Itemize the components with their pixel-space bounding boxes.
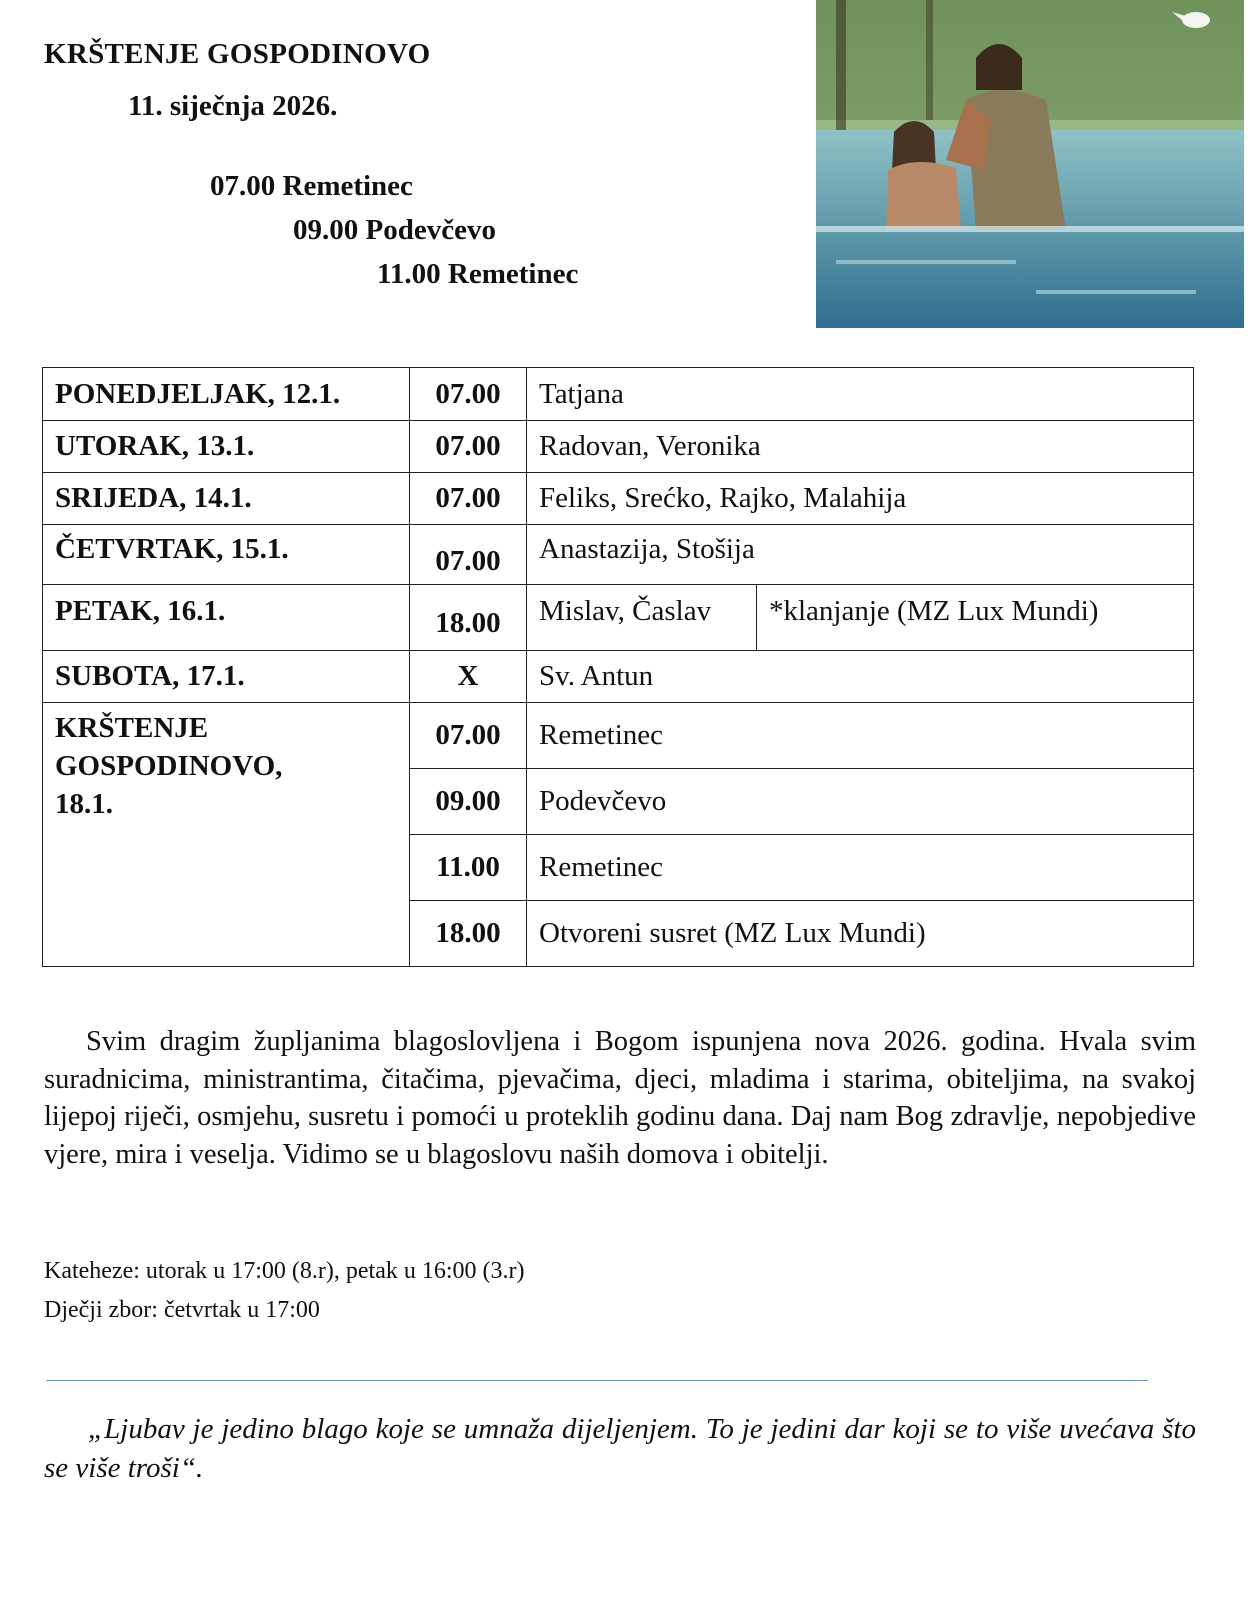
day-cell: SUBOTA, 17.1.	[43, 651, 410, 703]
table-row	[43, 421, 1194, 473]
time-cell: 07.00	[410, 525, 527, 585]
sunday-day-cell	[43, 703, 410, 967]
table-row	[43, 703, 1194, 769]
adoration-cell: *klanjanje (MZ Lux Mundi)	[757, 585, 1194, 651]
intention-cell: Remetinec	[527, 703, 1194, 769]
time-cell: 09.00	[410, 769, 527, 835]
mass-time-2: 09.00 Podevčevo	[293, 214, 496, 246]
intention-cell: Radovan, Veronika	[527, 421, 1194, 473]
table-row	[43, 651, 1194, 703]
sunday-day-line-1: KRŠTENJE	[55, 712, 209, 744]
catechesis-info: Kateheze: utorak u 17:00 (8.r), petak u 16:00 (3.r)	[44, 1258, 525, 1284]
page-title: KRŠTENJE GOSPODINOVO	[44, 38, 431, 70]
intention-cell: Sv. Antun	[527, 651, 1194, 703]
time-cell: 07.00	[410, 421, 527, 473]
table-row	[43, 368, 1194, 421]
intention-cell: Podevčevo	[527, 769, 1194, 835]
day-cell: PETAK, 16.1.	[43, 585, 410, 651]
divider-line	[46, 1380, 1148, 1381]
sunday-day-line-3: 18.1.	[55, 788, 113, 820]
time-cell: 07.00	[410, 703, 527, 769]
sunday-day-line-2: GOSPODINOVO,	[55, 750, 283, 782]
table-row	[43, 473, 1194, 525]
feast-date: 11. siječnja 2026.	[128, 90, 338, 122]
intention-cell: Anastazija, Stošija	[527, 525, 1194, 585]
table-row	[43, 525, 1194, 585]
time-cell: 18.00	[410, 901, 527, 967]
day-cell: UTORAK, 13.1.	[43, 421, 410, 473]
day-cell: PONEDJELJAK, 12.1.	[43, 368, 410, 421]
time-cell: X	[410, 651, 527, 703]
baptism-painting	[816, 0, 1244, 328]
intention-cell: Remetinec	[527, 835, 1194, 901]
mass-time-1: 07.00 Remetinec	[210, 170, 413, 202]
day-cell: ČETVRTAK, 15.1.	[43, 525, 410, 585]
time-cell: 07.00	[410, 368, 527, 421]
choir-info: Dječji zbor: četvrtak u 17:00	[44, 1297, 320, 1323]
closing-quote: „Ljubav je jedino blago koje se umnaža dijeljenjem. To je jedini dar koji se to više uvećava što se više troši“.	[44, 1413, 1196, 1484]
time-cell: 07.00	[410, 473, 527, 525]
intention-cell: Otvoreni susret (MZ Lux Mundi)	[527, 901, 1194, 967]
time-cell: 11.00	[410, 835, 527, 901]
table-row	[43, 585, 1194, 651]
intention-cell: Feliks, Srećko, Rajko, Malahija	[527, 473, 1194, 525]
intention-cell: Mislav, Časlav	[527, 585, 757, 651]
time-cell: 18.00	[410, 585, 527, 651]
greeting-paragraph: Svim dragim župljanima blagoslovljena i Bogom ispunjena nova 2026. godina. Hvala svim suradnicima, ministrantima, čitačima, pjevačima, djeci, mladima i starima, obiteljima, na svakoj lijepoj riječi, osmjehu, susretu i pomoći u proteklih godinu dana. Daj nam Bog zdravlje, nepobjedive vjere, mira i veselja. Vidimo se u blagoslovu naših domova i obitelji.	[44, 1026, 1196, 1170]
day-cell: SRIJEDA, 14.1.	[43, 473, 410, 525]
mass-time-3: 11.00 Remetinec	[377, 258, 579, 290]
intention-cell: Tatjana	[527, 368, 1194, 421]
schedule-table	[42, 367, 1194, 967]
